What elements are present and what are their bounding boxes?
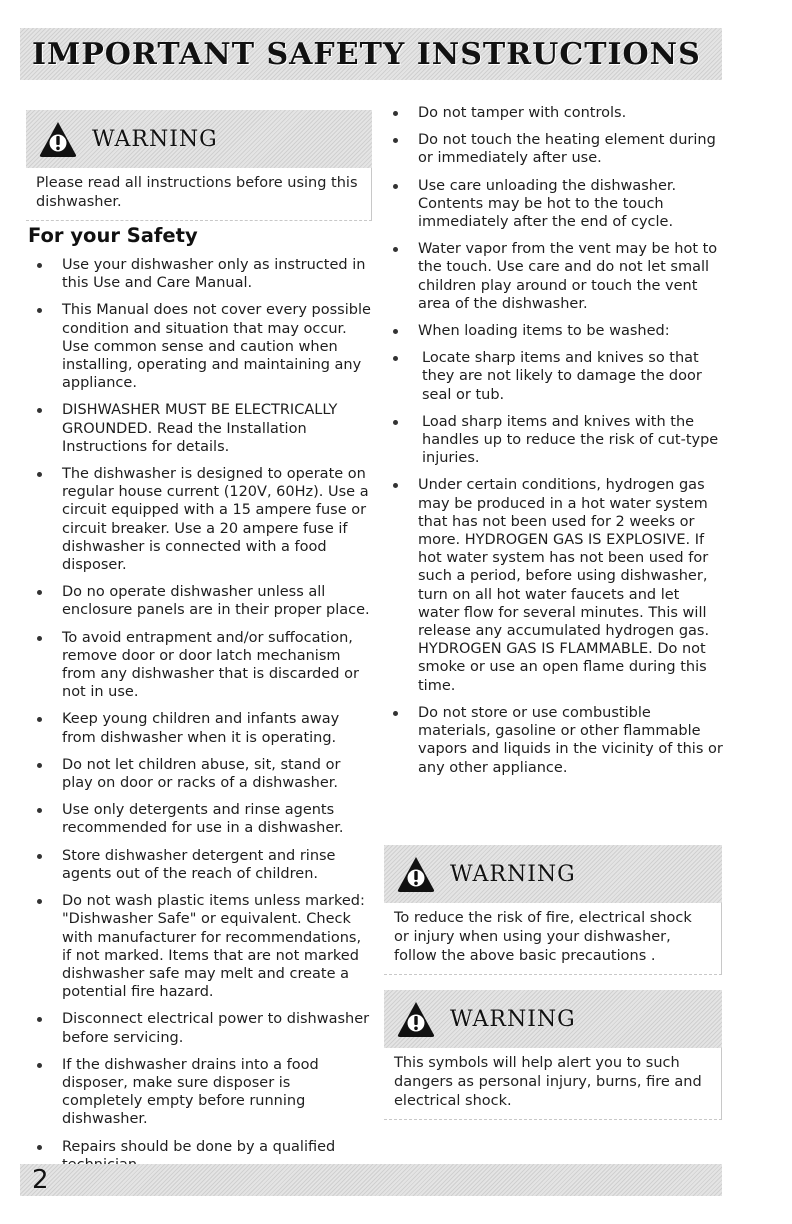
list-item: Do not tamper with controls. bbox=[384, 104, 724, 122]
title-banner bbox=[20, 28, 722, 80]
list-subitem: Load sharp items and knives with the handles up to reduce the risk of cut-type injuries. bbox=[384, 413, 724, 468]
warning-triangle-icon bbox=[38, 120, 78, 158]
list-item: When loading items to be washed: bbox=[384, 322, 724, 340]
list-item: Repairs should be done by a qualified bbox=[28, 1138, 372, 1174]
warning-text: Please read all instructions before using this dishwasher. bbox=[26, 168, 372, 221]
list-item: Do not let children abuse, sit, stand or play on door or racks of a dishwasher. bbox=[28, 756, 372, 792]
list-item: If the dishwasher drains into a food disposer, make sure disposer is completely empty before running dishwasher. bbox=[28, 1056, 372, 1129]
list-item: Do not touch the heating element during or immediately after use. bbox=[384, 131, 724, 167]
warning-label: WARNING bbox=[92, 126, 218, 152]
warning-header bbox=[384, 990, 722, 1048]
list-item: Do no operate dishwasher unless all enclosure panels are in their proper place. bbox=[28, 583, 372, 619]
list-item: Store dishwasher detergent and rinse agents out of the reach of children. bbox=[28, 847, 372, 883]
page-title: IMPORTANT SAFETY INSTRUCTIONS bbox=[32, 36, 701, 72]
warning-triangle-icon bbox=[396, 855, 436, 893]
warning-label: WARNING bbox=[450, 1006, 576, 1032]
section-heading: For your Safety bbox=[28, 224, 198, 247]
list-item: Do not wash plastic items unless marked: "Dishwasher Safe" or equivalent. Check with manufacturer for recommendations, if not marked. Items that are not marked dishwasher safe may melt and create a potential fire hazard. bbox=[28, 892, 372, 1001]
list-item: Use care unloading the dishwasher. Contents may be hot to the touch immediately after the end of cycle. bbox=[384, 177, 724, 232]
warning-box-precautions bbox=[384, 845, 722, 975]
safety-list-left bbox=[28, 256, 372, 1183]
list-item: Under certain conditions, hydrogen gas may be produced in a hot water system that has not been used for 2 weeks or more. HYDROGEN GAS IS EXPLOSIVE. If hot water system has not been used for such a period, before using dishwasher, turn on all hot water faucets and let water flow for several minutes. This will release any accumulated hydrogen gas. HYDROGEN GAS IS FLAMMABLE. Do not smoke or use an open flame during this time. bbox=[384, 476, 724, 694]
warning-text: To reduce the risk of fire, electrical shock or injury when using your dishwasher, follow the above basic precautions . bbox=[384, 903, 722, 975]
list-item: This Manual does not cover every possible condition and situation that may occur. Use common sense and caution when installing, operating and maintaining any appliance. bbox=[28, 301, 372, 392]
list-subitem: Locate sharp items and knives so that they are not likely to damage the door seal or tub. bbox=[384, 349, 724, 404]
warning-text: This symbols will help alert you to such dangers as personal injury, burns, fire and electrical shock. bbox=[384, 1048, 722, 1120]
warning-header bbox=[26, 110, 372, 168]
warning-label: WARNING bbox=[450, 861, 576, 887]
warning-triangle-icon bbox=[396, 1000, 436, 1038]
list-item: Use your dishwasher only as instructed in this Use and Care Manual. bbox=[28, 256, 372, 292]
list-item: Use only detergents and rinse agents recommended for use in a dishwasher. bbox=[28, 801, 372, 837]
list-item: Disconnect electrical power to dishwasher before servicing. bbox=[28, 1010, 372, 1046]
footer-bar bbox=[20, 1164, 722, 1196]
warning-box-symbols bbox=[384, 990, 722, 1120]
list-item: Water vapor from the vent may be hot to the touch. Use care and do not let small children play around or touch the vent area of the dishwasher. bbox=[384, 240, 724, 313]
list-item: The dishwasher is designed to operate on regular house current (120V, 60Hz). Use a circuit equipped with a 15 ampere fuse or circuit breaker. Use a 20 ampere fuse if dishwasher is connected with a food disposer. bbox=[28, 465, 372, 574]
page-number: 2 bbox=[32, 1165, 49, 1195]
warning-box-read-instructions bbox=[26, 110, 372, 221]
list-item: Keep young children and infants away from dishwasher when it is operating. bbox=[28, 710, 372, 746]
list-item: Do not store or use combustible materials, gasoline or other flammable vapors and liquids in the vicinity of this or any other appliance. bbox=[384, 704, 724, 777]
list-item: To avoid entrapment and/or suffocation, remove door or door latch mechanism from any dishwasher that is discarded or not in use. bbox=[28, 629, 372, 702]
warning-header bbox=[384, 845, 722, 903]
list-item: DISHWASHER MUST BE ELECTRICALLY GROUNDED. Read the Installation Instructions for details. bbox=[28, 401, 372, 456]
safety-list-right bbox=[384, 104, 724, 786]
